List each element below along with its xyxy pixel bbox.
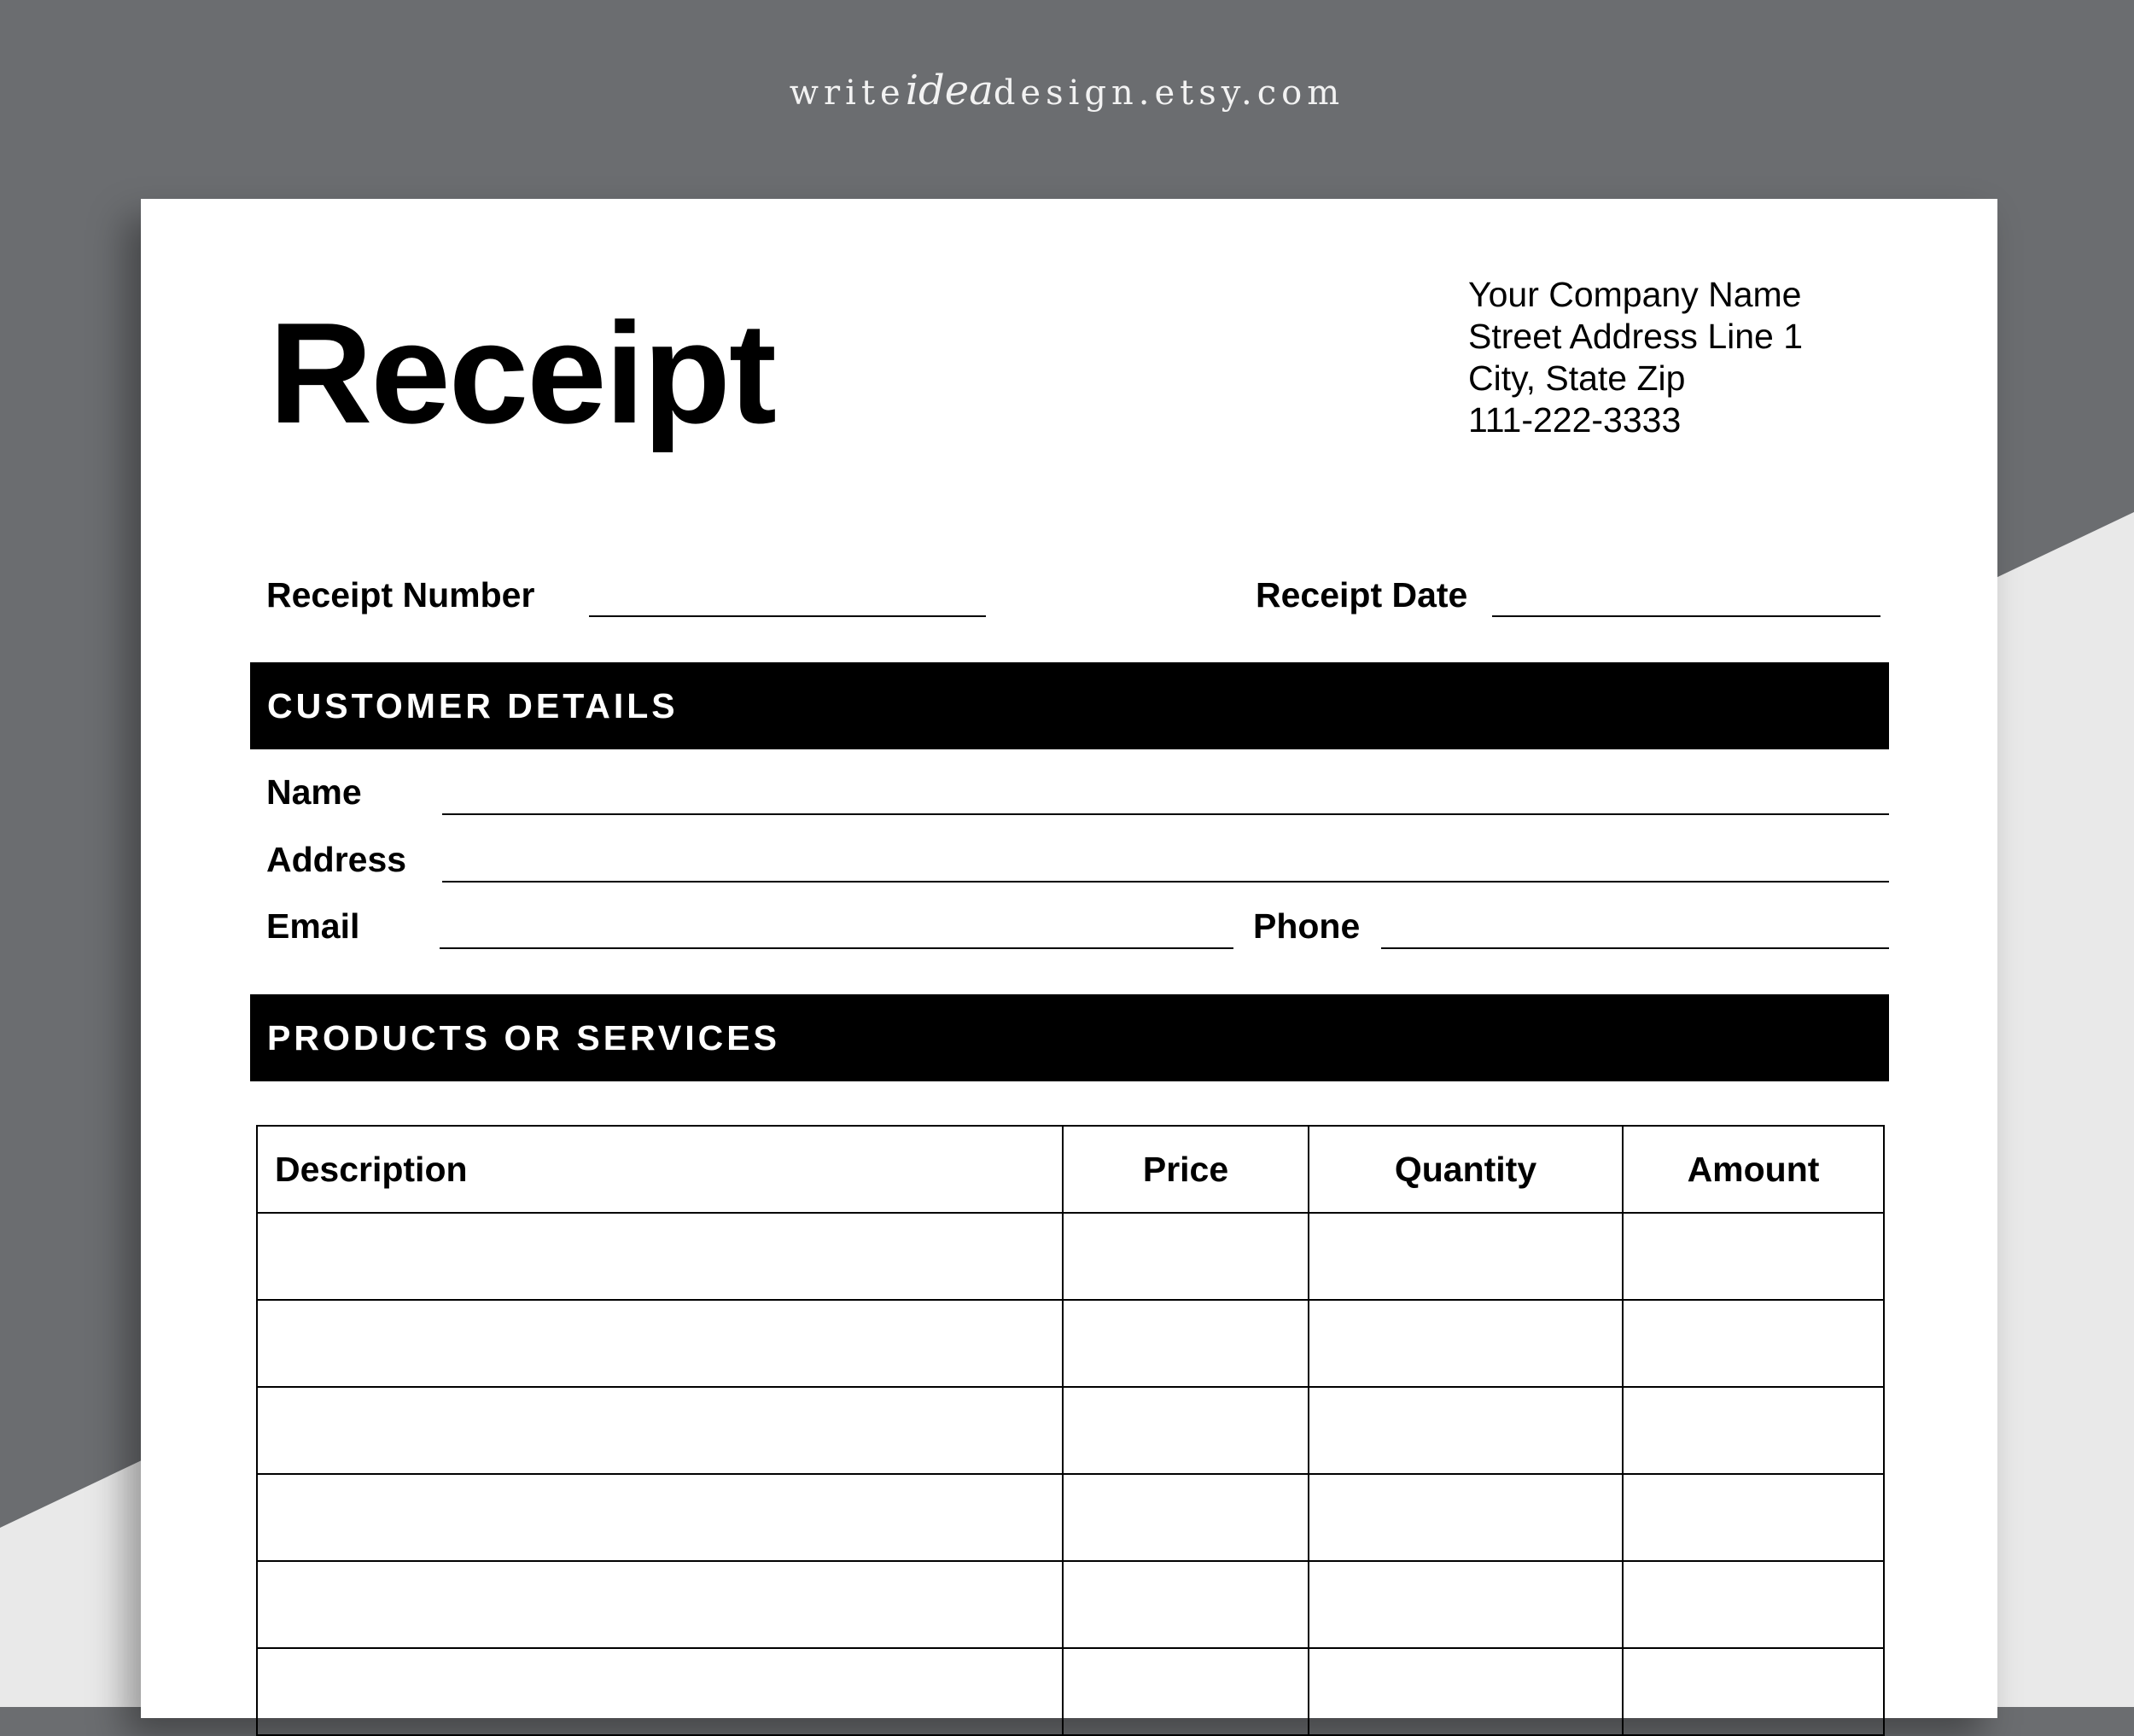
table-row: [257, 1300, 1884, 1387]
receipt-page: [141, 199, 1997, 1718]
cell-description[interactable]: [257, 1648, 1063, 1735]
watermark-script: idea: [905, 67, 994, 114]
cell-quantity[interactable]: [1309, 1213, 1623, 1300]
company-name: Your Company Name: [1468, 275, 1802, 314]
products-services-heading: PRODUCTS OR SERVICES: [250, 994, 1889, 1081]
cell-quantity[interactable]: [1309, 1387, 1623, 1474]
table-row: [257, 1387, 1884, 1474]
cell-amount[interactable]: [1623, 1474, 1884, 1561]
name-field[interactable]: [442, 813, 1889, 815]
cell-price[interactable]: [1063, 1648, 1309, 1735]
table-row: [257, 1648, 1884, 1735]
receipt-number-label: Receipt Number: [266, 575, 535, 615]
cell-price[interactable]: [1063, 1474, 1309, 1561]
cell-price[interactable]: [1063, 1300, 1309, 1387]
cell-amount[interactable]: [1623, 1213, 1884, 1300]
table-header-row: [257, 1126, 1884, 1213]
company-city: City, State Zip: [1468, 358, 1686, 398]
cell-quantity[interactable]: [1309, 1474, 1623, 1561]
email-label: Email: [266, 906, 360, 946]
phone-field[interactable]: [1381, 947, 1889, 949]
cell-price[interactable]: [1063, 1561, 1309, 1648]
cell-price[interactable]: [1063, 1213, 1309, 1300]
email-field[interactable]: [440, 947, 1233, 949]
watermark-suffix: design.etsy.com: [993, 73, 1345, 113]
cell-quantity[interactable]: [1309, 1648, 1623, 1735]
products-table-body: [257, 1213, 1884, 1735]
receipt-number-field[interactable]: [589, 615, 986, 617]
watermark-prefix: write: [789, 73, 906, 113]
receipt-date-label: Receipt Date: [1256, 575, 1468, 615]
table-row: [257, 1561, 1884, 1648]
products-table: [256, 1125, 1885, 1736]
address-field[interactable]: [442, 881, 1889, 883]
name-label: Name: [266, 772, 362, 812]
cell-amount[interactable]: [1623, 1300, 1884, 1387]
company-phone: 111-222-3333: [1468, 400, 1682, 440]
table-row: [257, 1474, 1884, 1561]
cell-description[interactable]: [257, 1213, 1063, 1300]
cell-description[interactable]: [257, 1561, 1063, 1648]
watermark: [0, 67, 2134, 114]
cell-description[interactable]: [257, 1387, 1063, 1474]
company-info: [1468, 274, 1803, 441]
address-label: Address: [266, 840, 407, 879]
company-street: Street Address Line 1: [1468, 317, 1804, 356]
table-row: [257, 1213, 1884, 1300]
customer-details-heading: CUSTOMER DETAILS: [250, 662, 1889, 749]
column-header-price: Price: [1063, 1126, 1309, 1213]
phone-label: Phone: [1253, 906, 1361, 946]
column-header-amount: Amount: [1623, 1126, 1884, 1213]
cell-description[interactable]: [257, 1474, 1063, 1561]
cell-quantity[interactable]: [1309, 1300, 1623, 1387]
receipt-date-field[interactable]: [1492, 615, 1880, 617]
cell-amount[interactable]: [1623, 1387, 1884, 1474]
cell-amount[interactable]: [1623, 1561, 1884, 1648]
column-header-description: Description: [257, 1126, 1063, 1213]
cell-amount[interactable]: [1623, 1648, 1884, 1735]
cell-quantity[interactable]: [1309, 1561, 1623, 1648]
cell-price[interactable]: [1063, 1387, 1309, 1474]
page-title: Receipt: [269, 293, 775, 453]
cell-description[interactable]: [257, 1300, 1063, 1387]
column-header-quantity: Quantity: [1309, 1126, 1623, 1213]
